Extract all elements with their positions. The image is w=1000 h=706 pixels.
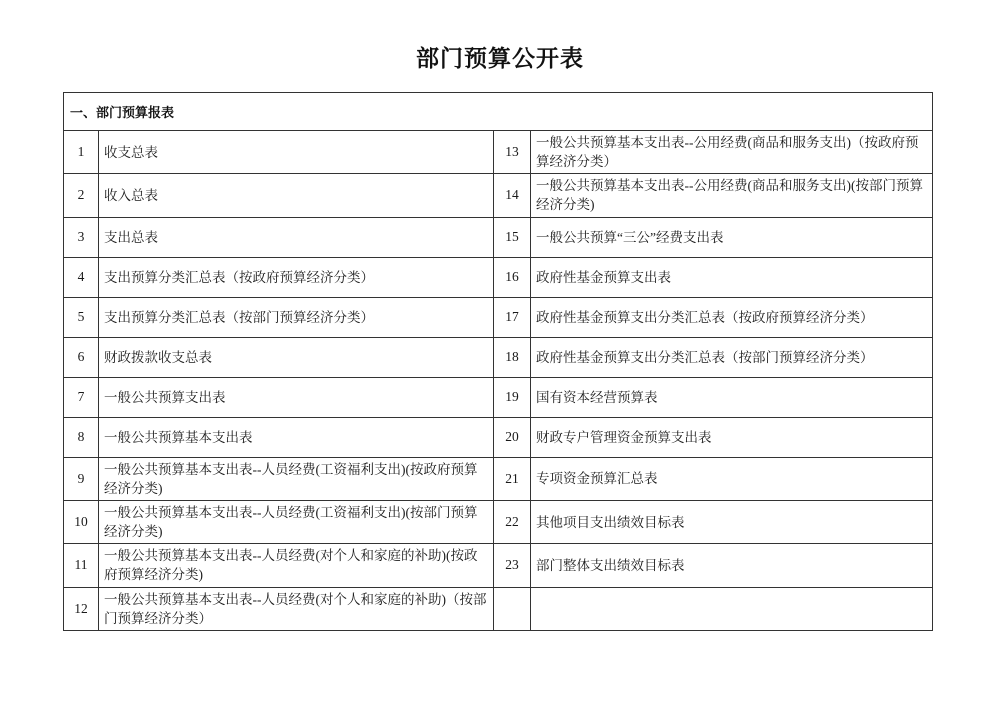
table-row	[64, 257, 933, 297]
report-name: 一般公共预算基本支出表--公用经费(商品和服务支出)(按部门预算经济分类)	[531, 174, 933, 217]
table-row	[64, 377, 933, 417]
table-row	[64, 337, 933, 377]
report-name: 收入总表	[99, 174, 494, 217]
report-name: 专项资金预算汇总表	[531, 457, 933, 500]
table-row	[64, 587, 933, 630]
row-number: 22	[494, 500, 531, 543]
row-number: 17	[494, 297, 531, 337]
report-name: 收支总表	[99, 131, 494, 174]
row-number: 6	[64, 337, 99, 377]
row-number: 23	[494, 544, 531, 587]
row-number: 11	[64, 544, 99, 587]
row-number: 21	[494, 457, 531, 500]
table-row	[64, 457, 933, 500]
table-row	[64, 544, 933, 587]
row-number	[494, 587, 531, 630]
table-row	[64, 131, 933, 174]
report-name: 支出预算分类汇总表（按政府预算经济分类）	[99, 257, 494, 297]
page-title: 部门预算公开表	[416, 46, 584, 71]
report-name: 政府性基金预算支出表	[531, 257, 933, 297]
report-name: 一般公共预算支出表	[99, 377, 494, 417]
row-number: 14	[494, 174, 531, 217]
section-header-row	[64, 93, 933, 131]
report-name: 其他项目支出绩效目标表	[531, 500, 933, 543]
row-number: 2	[64, 174, 99, 217]
table-row	[64, 500, 933, 543]
report-name: 政府性基金预算支出分类汇总表（按政府预算经济分类）	[531, 297, 933, 337]
section-header: 一、部门预算报表	[64, 93, 933, 131]
budget-report-table	[63, 92, 933, 631]
row-number: 10	[64, 500, 99, 543]
row-number: 13	[494, 131, 531, 174]
table-row	[64, 297, 933, 337]
report-name: 部门整体支出绩效目标表	[531, 544, 933, 587]
row-number: 20	[494, 417, 531, 457]
row-number: 15	[494, 217, 531, 257]
report-name: 一般公共预算基本支出表--人员经费(对个人和家庭的补助)(按政府预算经济分类)	[99, 544, 494, 587]
table-row	[64, 417, 933, 457]
report-name: 一般公共预算“三公”经费支出表	[531, 217, 933, 257]
report-name: 一般公共预算基本支出表--人员经费(工资福利支出)(按政府预算经济分类)	[99, 457, 494, 500]
report-name: 支出总表	[99, 217, 494, 257]
report-name: 一般公共预算基本支出表	[99, 417, 494, 457]
row-number: 9	[64, 457, 99, 500]
report-name: 一般公共预算基本支出表--公用经费(商品和服务支出)（按政府预算经济分类）	[531, 131, 933, 174]
report-name: 财政拨款收支总表	[99, 337, 494, 377]
row-number: 7	[64, 377, 99, 417]
report-name: 一般公共预算基本支出表--人员经费(对个人和家庭的补助)（按部门预算经济分类）	[99, 587, 494, 630]
report-name: 政府性基金预算支出分类汇总表（按部门预算经济分类）	[531, 337, 933, 377]
row-number: 16	[494, 257, 531, 297]
row-number: 8	[64, 417, 99, 457]
row-number: 1	[64, 131, 99, 174]
table-row	[64, 174, 933, 217]
row-number: 5	[64, 297, 99, 337]
row-number: 3	[64, 217, 99, 257]
report-name: 财政专户管理资金预算支出表	[531, 417, 933, 457]
row-number: 19	[494, 377, 531, 417]
row-number: 12	[64, 587, 99, 630]
row-number: 18	[494, 337, 531, 377]
report-name: 一般公共预算基本支出表--人员经费(工资福利支出)(按部门预算经济分类)	[99, 500, 494, 543]
table-row	[64, 217, 933, 257]
row-number: 4	[64, 257, 99, 297]
report-name: 国有资本经营预算表	[531, 377, 933, 417]
report-name	[531, 587, 933, 630]
report-name: 支出预算分类汇总表（按部门预算经济分类）	[99, 297, 494, 337]
